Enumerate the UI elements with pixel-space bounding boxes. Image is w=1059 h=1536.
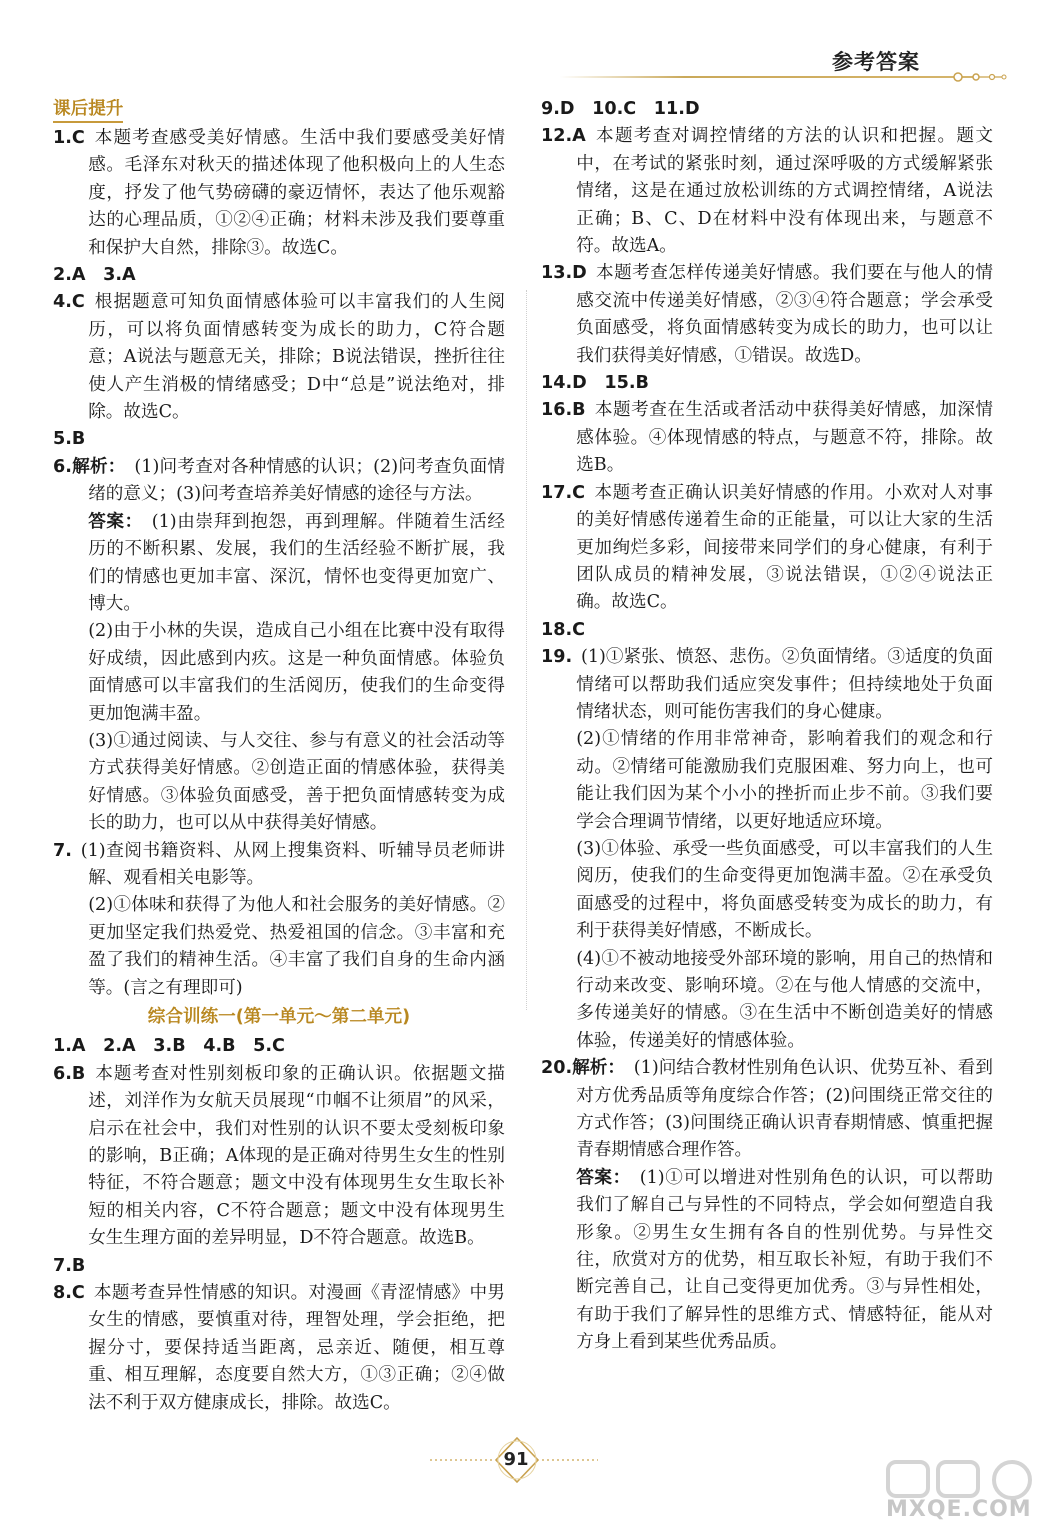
answer-label: 7. — [53, 840, 72, 861]
answer-text: (1)问结合教材性别角色认识、优势互补、看到对方优秀品质等角度综合作答；(2)问围绕正常交往的方式作答；(3)问围绕正确认识青春期情感、慎重把握青春期情感合理作答。 — [576, 1058, 993, 1161]
answer-item — [541, 260, 993, 370]
answer-label: 5.B — [53, 429, 86, 450]
answer-text: (2)①情绪的作用非常神奇，影响着我们的观念和行动。②情绪可能激励我们克服困难、努力向上，也可能让我们因为某个小小的挫折而止步不前。③我们要学会合理调节情绪，以更好地适应环境。 — [576, 729, 993, 832]
answer-text: 本题考查异性情感的知识。对漫画《青涩情感》中男女生的情感，要慎重对待，理智处理，学会拒绝，把握分寸，要保持适当距离，忌亲近、随便，相互尊重、相互理解，态度要自然大方，①③正确；②④做法不利于双方健康成长，排除。故选C。 — [88, 1283, 505, 1413]
answer-label: 20.解析： — [541, 1058, 625, 1079]
answer-label: 17.C — [541, 482, 586, 503]
answer-text: 本题考查对调控情绪的方法的认识和把握。题文中，在考试的紧张时刻，通过深呼吸的方式缓解紧张情绪，这是在通过放松训练的方式调控情绪，A说法正确；B、C、D在材料中没有体现出来，与题意不符。故选A。 — [576, 126, 993, 257]
answer-item — [541, 397, 993, 479]
answer-item — [541, 946, 993, 1056]
answer-item — [541, 617, 993, 644]
answer-text: (3)①通过阅读、与人交往、参与有意义的社会活动等方式获得美好情感。②创造正面的情感体验，获得美好情感。③体验负面感受，善于把负面情感转变为成长的助力，也可以从中获得美好情感。 — [88, 730, 505, 834]
answer-item — [541, 836, 993, 946]
header-ornament-icon — [930, 68, 1010, 86]
answer-label: 12.A — [541, 126, 586, 147]
answer-label: 19. — [541, 647, 573, 668]
answer-text: 本题考查正确认识美好情感的作用。小欢对人对事的美好情感传递着生命的正能量，可以让大家的生活更加绚烂多彩，间接带来同学们的身心健康，有利于团队成员的精神发展，③说法错误，①②④说法正确。故选C。 — [576, 482, 993, 613]
answer-item — [53, 1253, 505, 1280]
header-title: 参考答案 — [832, 50, 920, 74]
answer-text: (1)由崇拜到抱怨，再到理解。伴随着生活经历的不断积累、发展，我们的生活经验不断扩展，我们的情感也更加丰富、深沉，情怀也变得更加宽广、博大。 — [88, 511, 505, 614]
answer-item — [541, 370, 993, 397]
answer-label: 答案： — [576, 1167, 631, 1188]
answer-text: (3)①体验、承受一些负面感受，可以丰富我们的人生阅历，使我们的生命变得更加饱满丰盈。②在承受负面感受的过程中，将负面感受转变为成长的助力，有利于获得美好情感，不断成长。 — [576, 838, 993, 942]
answer-text: (4)①不被动地接受外部环境的影响，用自己的热情和行动来改变、影响环境。②在与他人情感的交流中，多传递美好的情感。③在生活中不断创造美好的情感体验，传递美好的情感体验。 — [576, 948, 993, 1051]
answer-item — [53, 838, 505, 893]
answer-item — [541, 644, 993, 726]
watermark-text: MXQE.COM — [886, 1497, 1032, 1522]
answer-item — [541, 1055, 993, 1165]
answer-text: 本题考查怎样传递美好情感。我们要在与他人的情感交流中传递美好情感，②③④符合题意；学会承受负面感受，将负面情感转变为成长的助力，也可以让我们获得美好情感，①错误。故选D。 — [576, 263, 993, 366]
answer-item — [53, 618, 505, 728]
answer-label: 6.解析： — [53, 456, 126, 477]
answer-label: 答案： — [88, 511, 143, 532]
answer-label: 6.B — [53, 1063, 86, 1084]
answer-label: 8.C — [53, 1283, 85, 1304]
answer-text: (1)查阅书籍资料、从网上搜集资料、听辅导员老师讲解、观看相关电影等。 — [80, 840, 505, 888]
right-answer-column — [541, 96, 993, 1357]
answer-text: (2)①体味和获得了为他人和社会服务的美好情感。②更加坚定我们热爱党、热爱祖国的信念。③丰富和充盈了我们的精神生活。④丰富了我们自身的生命内涵等。(言之有理即可) — [88, 895, 505, 998]
answer-label: 16.B — [541, 400, 586, 421]
answer-item — [53, 892, 505, 1002]
answer-text: (1)问考查对各种情感的认识；(2)问考查负面情绪的意义；(3)问考查培养美好情感的途径与方法。 — [88, 456, 505, 505]
left-answer-column — [53, 96, 505, 1417]
answer-text: 本题考查在生活或者活动中获得美好情感，加深情感体验。④体现情感的特点，与题意不符，排除。故选B。 — [576, 400, 993, 476]
answer-label: 18.C — [541, 619, 586, 640]
header-rule — [560, 76, 975, 78]
answer-item — [53, 289, 505, 426]
answer-item — [541, 123, 993, 260]
column-divider — [526, 290, 527, 1010]
answer-text: 本题考查感受美好情感。生活中我们要感受美好情感。毛泽东对秋天的描述体现了他积极向上的人生态度，抒发了他气势磅礴的豪迈情怀，表达了他乐观豁达的心理品质，①②④正确；材料未涉及我们要尊重和保护大自然，排除③。故选C。 — [88, 128, 505, 258]
answer-label: 4.C — [53, 292, 85, 313]
answer-item — [53, 454, 505, 509]
answer-label: 14.D 15.B — [541, 373, 649, 394]
answer-item — [53, 1033, 505, 1060]
answer-item — [541, 726, 993, 836]
answer-label: 1.C — [53, 128, 85, 148]
answer-item — [541, 96, 993, 123]
answer-item — [53, 509, 505, 619]
answer-item — [53, 728, 505, 838]
answer-item — [53, 125, 505, 262]
answer-text: 本题考查对性别刻板印象的正确认识。依据题文描述，刘洋作为女航天员展现“巾帼不让须眉”的风采，启示在社会中，我们对性别的认识不要太受刻板印象的影响，B正确；A体现的是正确对待男生女生的性别特征，不符合题意；题文中没有体现男生女生取长补短的相关内容，C不符合题意；题文中没有体现男生女生生理方面的差异明显，D不符合题意。故选B。 — [88, 1063, 505, 1249]
answer-text: 根据题意可知负面情感体验可以丰富我们的人生阅历，可以将负面情感转变为成长的助力，C符合题意；A说法与题意无关，排除；B说法错误，挫折往往使人产生消极的情绪感受；D中“总是”说法绝对，排除。故选C。 — [88, 292, 505, 423]
answer-label: 13.D — [541, 263, 587, 284]
answer-item — [541, 480, 993, 617]
answer-label: 2.A 3.A — [53, 265, 136, 286]
answer-text: (2)由于小林的失误，造成自己小组在比赛中没有取得好成绩，因此感到内疚。这是一种负面情感。体验负面情感可以丰富我们的生活阅历，使我们的生命变得更加饱满丰盈。 — [88, 621, 505, 724]
section-heading: 课后提升 — [53, 97, 123, 123]
answer-label: 1.A 2.A 3.B 4.B 5.C — [53, 1036, 285, 1057]
answer-item — [53, 262, 505, 289]
answer-item — [53, 1061, 505, 1253]
answer-item — [53, 1280, 505, 1417]
answer-text: (1)①可以增进对性别角色的认识，可以帮助我们了解自己与异性的不同特点，学会如何塑造自我形象。②男生女生拥有各自的性别优势。与异性交往，欣赏对方的优势，相互取长补短，有助于我们不断完善自己，让自己变得更加优秀。③与异性相处，有助于我们了解异性的思维方式、情感特征，能从对方身上看到某些优秀品质。 — [576, 1167, 993, 1353]
answer-label: 9.D 10.C 11.D — [541, 99, 700, 119]
answer-item — [53, 426, 505, 453]
answer-item — [541, 1165, 993, 1357]
answer-text: (1)①紧张、愤怒、悲伤。②负面情绪。③适度的负面情绪可以帮助我们适应突发事件；但持续地处于负面情绪状态，则可能伤害我们的身心健康。 — [576, 647, 993, 722]
page-number: 91 — [503, 1449, 529, 1470]
answer-label: 7.B — [53, 1255, 86, 1276]
section-title: 综合训练一(第一单元～第二单元) — [147, 1007, 411, 1027]
